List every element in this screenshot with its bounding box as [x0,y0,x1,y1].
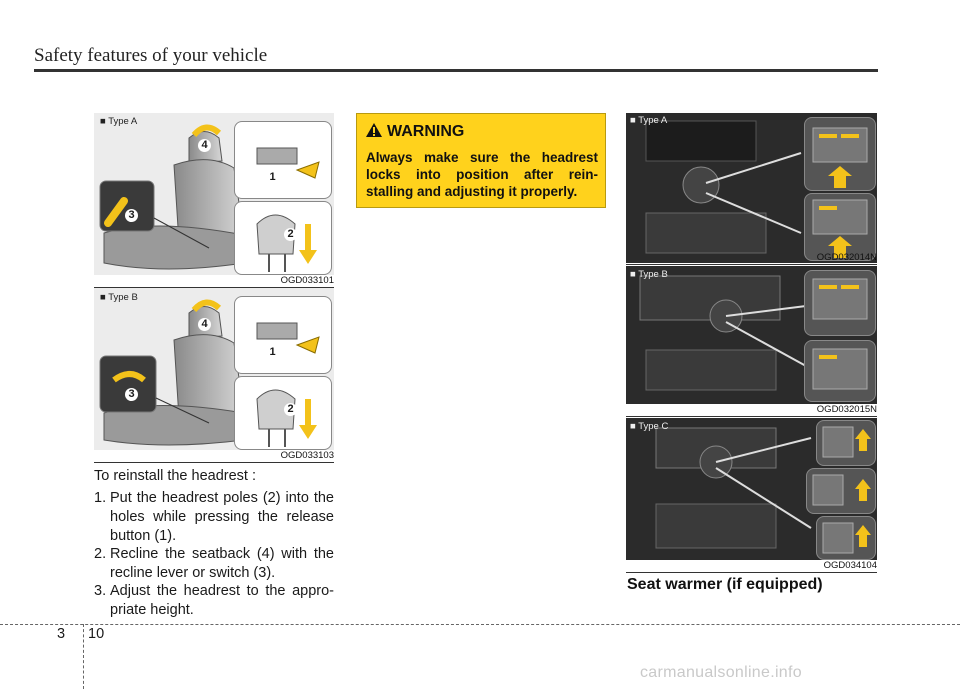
headrest-poles-inset [234,376,332,450]
callout-3: 3 [125,209,138,222]
seat-warmer-switch-inset [804,270,876,336]
callout-3: 3 [125,388,138,401]
figure-type-label: ■ Type A [630,115,668,126]
instruction-step [94,582,334,620]
callout-4: 4 [198,318,211,331]
figure-code: OGD032015N [816,404,877,415]
figure-code: OGD033101 [280,275,334,286]
seat-warmer-figure-type-c [626,418,877,560]
release-button-inset [234,296,332,374]
seat-warmer-switch-inset [806,468,876,514]
step-text: Put the headrest poles (2) into the holes while pressing the release button (1). [110,490,334,544]
callout-2: 2 [284,228,297,241]
figure-type-label: ■ Type B [100,292,138,303]
footer-divider [83,624,84,689]
callout-1: 1 [266,171,279,184]
instruction-step [94,545,334,583]
headrest-figure-type-a [94,113,334,275]
running-header: Safety features of your vehicle [34,45,268,66]
warning-title: WARNING [387,123,465,140]
figure-code: OGD034104 [823,560,877,571]
figure-code: OGD033103 [280,450,334,461]
warning-box [356,113,606,208]
step-number: 1. [94,490,107,506]
callout-2: 2 [284,403,297,416]
seat-warmer-switch-inset [804,340,876,402]
instructions-intro: To reinstall the headrest : [94,468,257,484]
figure-rule [94,462,334,463]
seat-warmer-switch-inset [816,516,876,560]
step-text: Adjust the headrest to the appro- priate height. [110,583,334,618]
warning-triangle-icon [365,122,383,138]
figure-type-label: ■ Type C [630,421,669,432]
section-number: 3 [57,626,66,642]
figure-rule [626,416,877,417]
seat-warmer-figure-type-b [626,266,877,404]
step-number: 3. [94,583,107,599]
headrest-poles-inset [234,201,332,275]
footer-rule [0,624,960,625]
watermark: carmanualsonline.info [640,664,802,681]
figure-code: OGD032014N [816,252,877,263]
figure-rule [626,572,877,573]
callout-4: 4 [198,139,211,152]
instruction-step [94,489,334,546]
figure-type-label: ■ Type B [630,269,668,280]
callout-1: 1 [266,346,279,359]
section-heading: Seat warmer (if equipped) [627,576,823,593]
release-button-inset [234,121,332,199]
figure-type-label: ■ Type A [100,116,138,127]
seat-warmer-switch-inset [804,193,876,261]
step-number: 2. [94,546,107,562]
warning-text: Always make sure the headrest locks into position after rein- stalling and adjusting it properly. [366,150,598,199]
header-rule [34,69,878,72]
step-text: Recline the seatback (4) with the recline lever or switch (3). [110,546,334,581]
headrest-figure-type-b [94,288,334,450]
seat-warmer-switch-inset [816,420,876,466]
seat-warmer-switch-inset [804,117,876,191]
page-number: 10 [88,626,105,642]
seat-warmer-figure-type-a [626,113,877,263]
figure-rule [626,264,877,265]
